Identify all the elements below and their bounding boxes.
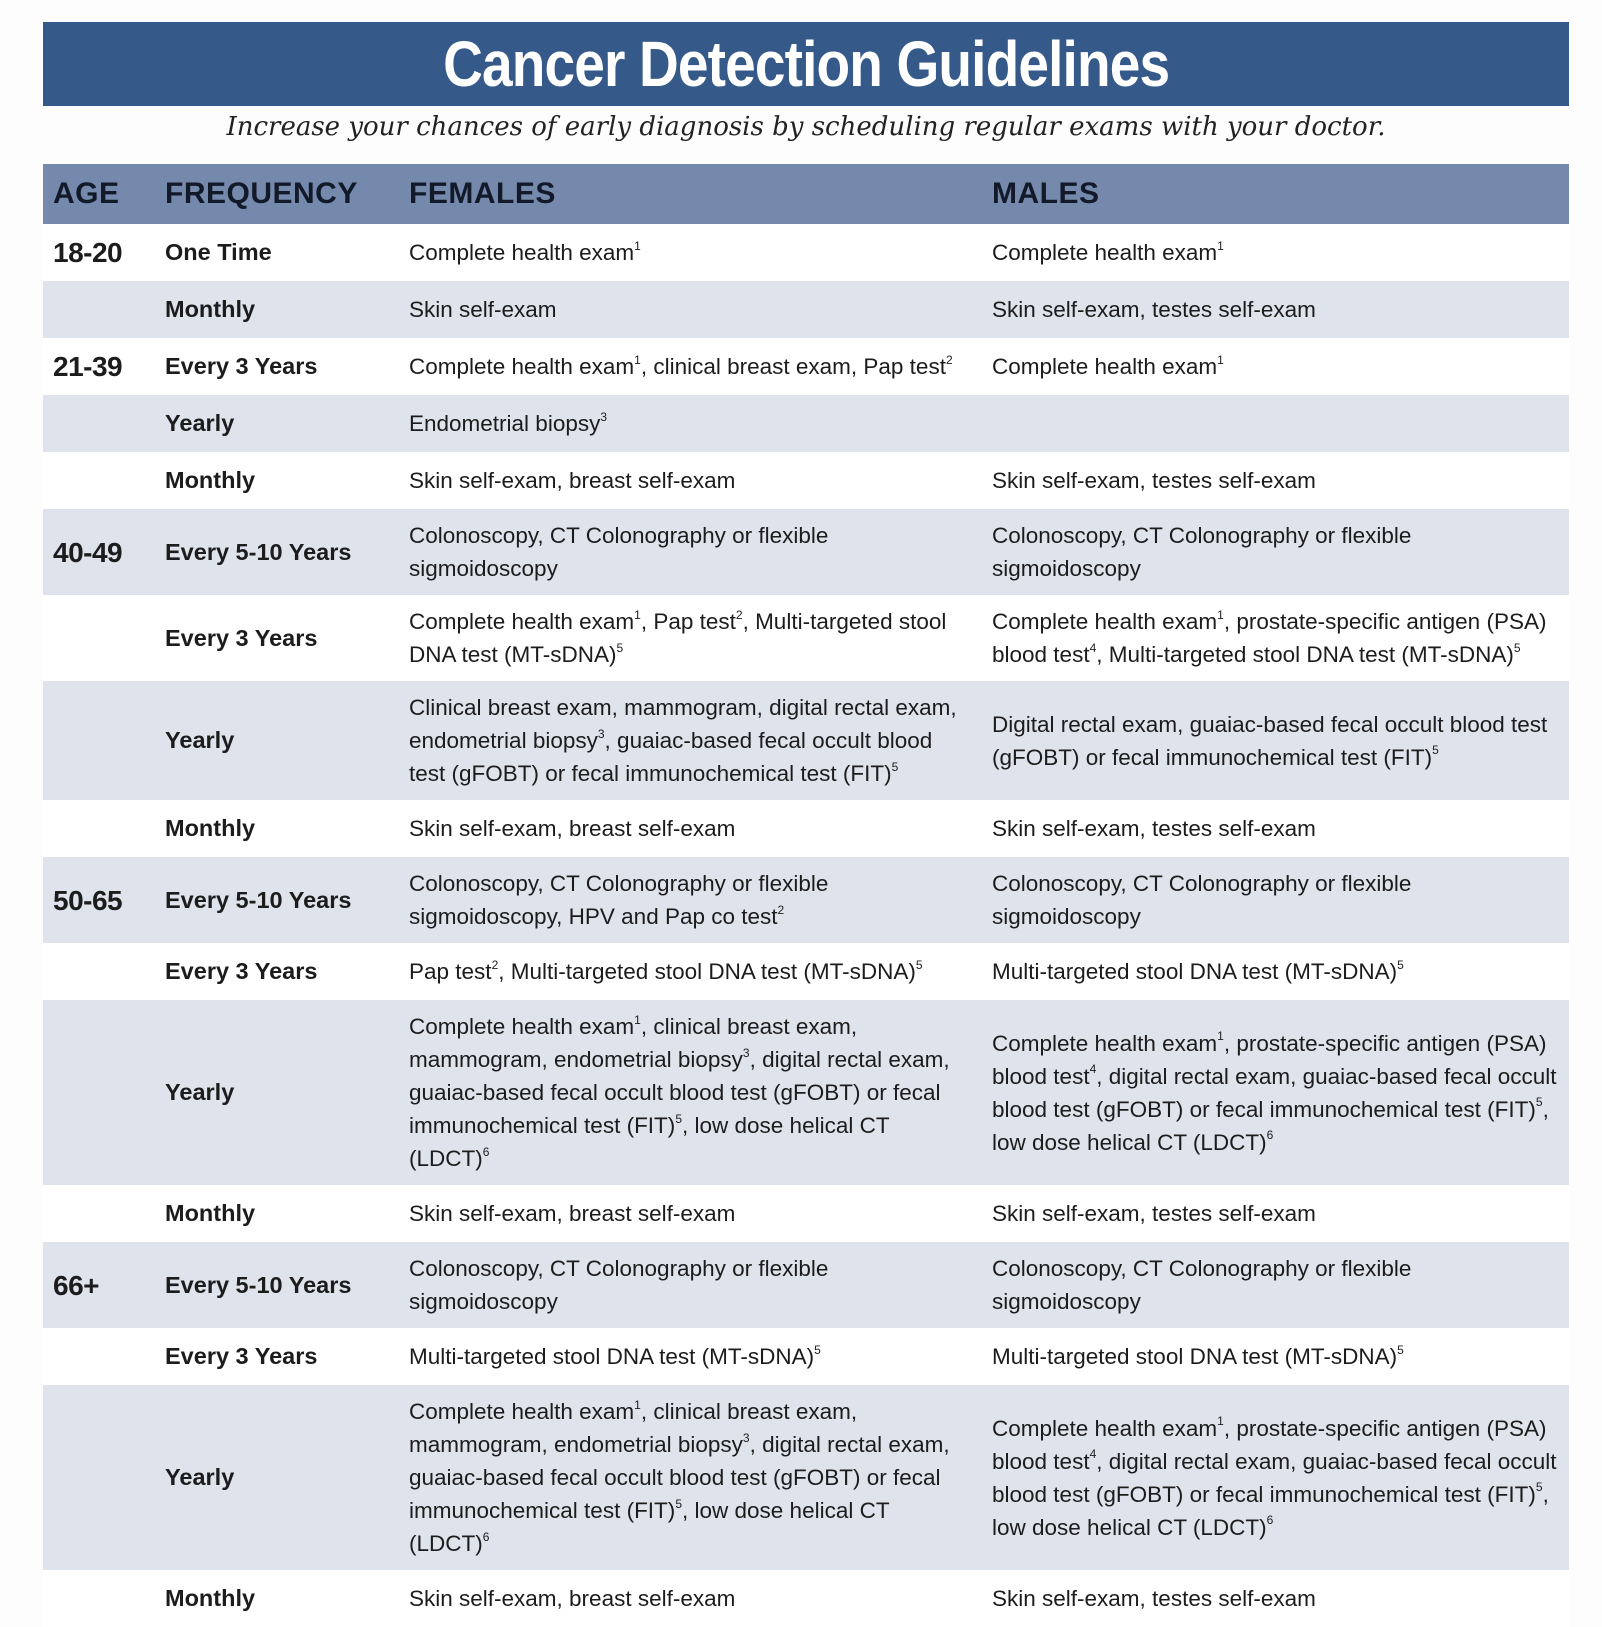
footnote-marker: 2 xyxy=(491,957,499,972)
cell-text: Multi-targeted stool DNA test (MT-sDNA) xyxy=(992,959,1398,984)
table-row xyxy=(43,509,1569,595)
footnote-marker: 5 xyxy=(1535,1095,1543,1109)
cell-text: , Multi-targeted stool DNA test (MT-sDNA) xyxy=(1096,642,1514,667)
table-row xyxy=(43,338,1569,395)
cell-text: Skin self-exam, testes self-exam xyxy=(992,1586,1316,1611)
frequency-cell: Yearly xyxy=(155,1000,399,1185)
cell-text: Complete health exam xyxy=(992,609,1218,634)
age-cell: 40-49 xyxy=(43,509,155,595)
age-cell xyxy=(43,595,155,681)
cell-text: Skin self-exam, breast self-exam xyxy=(409,816,736,841)
page-subtitle: Increase your chances of early diagnosis by scheduling regular exams with your doctor. xyxy=(226,112,1386,142)
males-cell xyxy=(982,1328,1569,1385)
footnote-marker: 5 xyxy=(1397,957,1404,972)
header-males: MALES xyxy=(982,164,1569,224)
cell-text: Complete health exam xyxy=(409,240,635,265)
females-cell xyxy=(399,595,982,681)
females-cell xyxy=(399,1185,982,1242)
frequency-cell: Every 3 Years xyxy=(155,943,399,1000)
frequency-cell: Monthly xyxy=(155,800,399,857)
cell-text: Colonoscopy, CT Colonography or flexible sigmoidoscopy xyxy=(992,871,1412,929)
footnote-marker: 5 xyxy=(675,1496,682,1511)
table-row xyxy=(43,395,1569,452)
cell-text: Complete health exam xyxy=(409,609,635,634)
cell-text: Complete health exam xyxy=(992,1415,1218,1441)
table-header-row xyxy=(43,164,1569,224)
females-cell xyxy=(399,1328,982,1385)
footnote-marker: 1 xyxy=(1217,352,1224,367)
age-cell: 66+ xyxy=(43,1242,155,1328)
males-cell xyxy=(982,452,1569,509)
cell-text: , digital rectal exam, guaiac-based fecal occult blood test (gFOBT) or fecal immunochemical test (FIT) xyxy=(409,1047,950,1138)
age-cell xyxy=(43,281,155,338)
males-cell xyxy=(982,857,1569,943)
females-cell xyxy=(399,509,982,595)
females-cell xyxy=(399,452,982,509)
table-row xyxy=(43,1328,1569,1385)
males-cell xyxy=(982,281,1569,338)
males-cell xyxy=(982,1242,1569,1328)
cell-text: Multi-targeted stool DNA test (MT-sDNA) xyxy=(409,1344,815,1369)
cell-text: , clinical breast exam, mammogram, endometrial biopsy xyxy=(409,1399,858,1457)
males-cell xyxy=(982,681,1569,800)
frequency-cell: Monthly xyxy=(155,281,399,338)
females-cell xyxy=(399,281,982,338)
footnote-marker: 5 xyxy=(675,1111,682,1126)
table-row xyxy=(43,943,1569,1000)
frequency-cell: Every 5-10 Years xyxy=(155,509,399,595)
females-cell xyxy=(399,1242,982,1328)
females-cell xyxy=(399,943,982,1000)
footnote-marker: 3 xyxy=(597,726,605,741)
frequency-cell: Monthly xyxy=(155,1185,399,1242)
age-cell xyxy=(43,1000,155,1185)
table-row xyxy=(43,595,1569,681)
females-cell xyxy=(399,338,982,395)
frequency-cell: Monthly xyxy=(155,1570,399,1627)
table-row xyxy=(43,281,1569,338)
cell-text: Digital rectal exam, guaiac-based fecal occult blood test (gFOBT) or fecal immunochemical test (FIT) xyxy=(992,711,1548,770)
footnote-marker: 4 xyxy=(1089,1062,1097,1076)
age-cell xyxy=(43,452,155,509)
footnote-marker: 5 xyxy=(1432,743,1439,757)
footnote-marker: 3 xyxy=(600,409,608,424)
cell-text: Colonoscopy, CT Colonography or flexible sigmoidoscopy xyxy=(992,1256,1412,1314)
footnote-marker: 1 xyxy=(634,238,641,253)
footnote-marker: 4 xyxy=(1089,1447,1097,1461)
males-cell xyxy=(982,509,1569,595)
age-cell: 18-20 xyxy=(43,224,155,281)
footnote-marker: 2 xyxy=(735,607,743,622)
cell-text: , Multi-targeted stool DNA test (MT-sDNA) xyxy=(498,959,916,984)
header-age: AGE xyxy=(43,164,155,224)
frequency-cell: Yearly xyxy=(155,1385,399,1570)
table-row xyxy=(43,452,1569,509)
frequency-cell: Yearly xyxy=(155,395,399,452)
cell-text: Colonoscopy, CT Colonography or flexible sigmoidoscopy, HPV and Pap co test xyxy=(409,871,829,929)
cell-text: Skin self-exam, testes self-exam xyxy=(992,816,1316,841)
cell-text: , guaiac-based fecal occult blood test (gFOBT) or fecal immunochemical test (FIT) xyxy=(409,728,933,786)
females-cell xyxy=(399,681,982,800)
guidelines-table xyxy=(43,164,1569,1627)
footnote-marker: 1 xyxy=(634,1397,641,1412)
females-cell xyxy=(399,395,982,452)
cell-text: Endometrial biopsy xyxy=(409,411,601,436)
cell-text: Skin self-exam, breast self-exam xyxy=(409,1201,736,1226)
age-cell xyxy=(43,1385,155,1570)
footnote-marker: 5 xyxy=(616,640,624,655)
cell-text: , Multi-targeted stool DNA test (MT-sDNA) xyxy=(409,609,947,667)
age-cell xyxy=(43,943,155,1000)
title-banner xyxy=(43,22,1569,106)
table-row xyxy=(43,1570,1569,1627)
footnote-marker: 1 xyxy=(1217,1029,1224,1043)
footnote-marker: 5 xyxy=(1535,1480,1543,1494)
cell-text: Colonoscopy, CT Colonography or flexible sigmoidoscopy xyxy=(409,523,829,581)
footnote-marker: 4 xyxy=(1089,640,1097,655)
footnote-marker: 6 xyxy=(482,1529,490,1544)
frequency-cell: Every 5-10 Years xyxy=(155,1242,399,1328)
cell-text: Skin self-exam, testes self-exam xyxy=(992,1201,1316,1226)
footnote-marker: 5 xyxy=(1513,640,1521,655)
age-cell xyxy=(43,681,155,800)
females-cell xyxy=(399,1570,982,1627)
cell-text: Complete health exam xyxy=(992,354,1218,379)
frequency-cell: Every 3 Years xyxy=(155,338,399,395)
table-row xyxy=(43,1242,1569,1328)
cell-text: Complete health exam xyxy=(992,240,1218,265)
cell-text: Colonoscopy, CT Colonography or flexible sigmoidoscopy xyxy=(992,523,1412,581)
footnote-marker: 6 xyxy=(1266,1513,1274,1527)
footnote-marker: 5 xyxy=(915,957,923,972)
table-row xyxy=(43,224,1569,281)
age-cell: 21-39 xyxy=(43,338,155,395)
cell-text: , Pap test xyxy=(640,609,736,634)
cell-text: Complete health exam xyxy=(992,1030,1218,1056)
footnote-marker: 5 xyxy=(814,1342,821,1357)
table-row xyxy=(43,857,1569,943)
header-frequency: FREQUENCY xyxy=(155,164,399,224)
footnote-marker: 1 xyxy=(634,1012,641,1027)
age-cell xyxy=(43,1328,155,1385)
cell-text: , prostate-specific antigen (PSA) blood test xyxy=(992,1415,1547,1474)
frequency-cell: Every 3 Years xyxy=(155,1328,399,1385)
cell-text: , prostate-specific antigen (PSA) blood test xyxy=(992,609,1547,667)
table-row xyxy=(43,1185,1569,1242)
females-cell xyxy=(399,1000,982,1185)
footnote-marker: 1 xyxy=(1217,1414,1224,1428)
header-females: FEMALES xyxy=(399,164,982,224)
table-row xyxy=(43,1385,1569,1570)
cell-text: , low dose helical CT (LDCT) xyxy=(409,1113,890,1171)
age-cell xyxy=(43,1185,155,1242)
footnote-marker: 1 xyxy=(634,607,641,622)
cell-text: Pap test xyxy=(409,959,492,984)
males-cell xyxy=(982,224,1569,281)
table-body xyxy=(43,224,1569,1627)
females-cell xyxy=(399,800,982,857)
footnote-marker: 3 xyxy=(742,1045,750,1060)
cell-text: , low dose helical CT (LDCT) xyxy=(992,1096,1549,1155)
cell-text: Skin self-exam, breast self-exam xyxy=(409,1586,736,1611)
males-cell xyxy=(982,1000,1569,1185)
age-cell xyxy=(43,395,155,452)
footnote-marker: 1 xyxy=(634,352,641,367)
cell-text: , clinical breast exam, Pap test xyxy=(640,354,946,379)
footnote-marker: 5 xyxy=(1397,1342,1404,1357)
cell-text: Complete health exam xyxy=(409,1399,635,1424)
frequency-cell: Monthly xyxy=(155,452,399,509)
page-title: Cancer Detection Guidelines xyxy=(442,28,1170,100)
cell-text: Colonoscopy, CT Colonography or flexible sigmoidoscopy xyxy=(409,1256,829,1314)
table-row xyxy=(43,800,1569,857)
frequency-cell: Every 5-10 Years xyxy=(155,857,399,943)
footnote-marker: 1 xyxy=(1217,607,1224,622)
males-cell xyxy=(982,1185,1569,1242)
footnote-marker: 3 xyxy=(742,1430,750,1445)
males-cell xyxy=(982,1570,1569,1627)
cell-text: Skin self-exam xyxy=(409,297,557,322)
cell-text: , digital rectal exam, guaiac-based fecal occult blood test (gFOBT) or fecal immunochemical test (FIT) xyxy=(992,1448,1557,1507)
males-cell xyxy=(982,395,1569,452)
footnote-marker: 2 xyxy=(777,902,785,917)
age-cell xyxy=(43,800,155,857)
cell-text: Skin self-exam, testes self-exam xyxy=(992,468,1316,493)
cell-text: Skin self-exam, breast self-exam xyxy=(409,468,736,493)
cell-text: , clinical breast exam, mammogram, endometrial biopsy xyxy=(409,1014,858,1072)
males-cell xyxy=(982,800,1569,857)
cell-text: , low dose helical CT (LDCT) xyxy=(409,1498,890,1556)
females-cell xyxy=(399,1385,982,1570)
cell-text: , low dose helical CT (LDCT) xyxy=(992,1481,1549,1540)
cell-text: Multi-targeted stool DNA test (MT-sDNA) xyxy=(992,1344,1398,1369)
females-cell xyxy=(399,857,982,943)
footnote-marker: 6 xyxy=(482,1144,490,1159)
footnote-marker: 2 xyxy=(945,352,953,367)
footnote-marker: 6 xyxy=(1266,1128,1274,1142)
frequency-cell: One Time xyxy=(155,224,399,281)
males-cell xyxy=(982,943,1569,1000)
males-cell xyxy=(982,1385,1569,1570)
cell-text: Complete health exam xyxy=(409,354,635,379)
frequency-cell: Yearly xyxy=(155,681,399,800)
table-row xyxy=(43,1000,1569,1185)
cell-text: , digital rectal exam, guaiac-based fecal occult blood test (gFOBT) or fecal immunochemical test (FIT) xyxy=(409,1432,950,1523)
males-cell xyxy=(982,338,1569,395)
footnote-marker: 5 xyxy=(891,759,899,774)
males-cell xyxy=(982,595,1569,681)
age-cell xyxy=(43,1570,155,1627)
cell-text: Complete health exam xyxy=(409,1014,635,1039)
footnote-marker: 1 xyxy=(1217,238,1224,253)
females-cell xyxy=(399,224,982,281)
cell-text: Skin self-exam, testes self-exam xyxy=(992,297,1316,322)
cell-text: Clinical breast exam, mammogram, digital rectal exam, endometrial biopsy xyxy=(409,695,957,753)
cell-text: , prostate-specific antigen (PSA) blood test xyxy=(992,1030,1547,1089)
frequency-cell: Every 3 Years xyxy=(155,595,399,681)
table-row xyxy=(43,681,1569,800)
age-cell: 50-65 xyxy=(43,857,155,943)
cell-text: , digital rectal exam, guaiac-based fecal occult blood test (gFOBT) or fecal immunochemical test (FIT) xyxy=(992,1063,1557,1122)
